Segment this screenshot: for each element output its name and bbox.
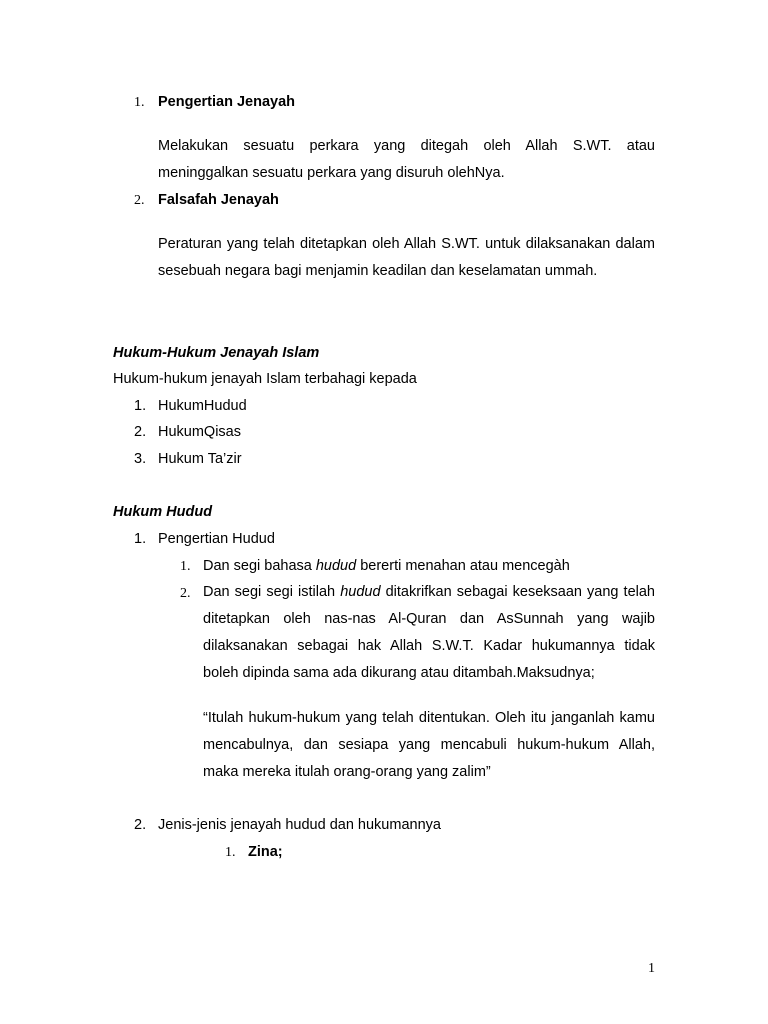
paragraph-pengertian-jenayah: Melakukan sesuatu perkara yang ditegah oleh Allah S.WT. atau meninggalkan sesuatu perkara yang disuruh olehNya. [158, 138, 655, 181]
item-title-falsafah-jenayah: Falsafah Jenayah [158, 192, 279, 208]
list-number: 2. [134, 193, 145, 208]
list-number: 2. [134, 424, 147, 440]
sub-item-segi-bahasa: Dan segi bahasa hudud bererti menahan atau mencegàh [203, 558, 570, 574]
list-number: 1. [134, 398, 147, 414]
list-number: 3. [134, 451, 147, 467]
list-item-hukum-tazir: Hukum Ta’zir [158, 451, 242, 467]
section-heading-hukum-hudud: Hukum Hudud [113, 504, 213, 520]
sub-list-number: 2. [180, 586, 191, 601]
page-number: 1 [648, 961, 655, 976]
sub-list-number: 1. [180, 559, 191, 574]
list-number: 1. [134, 531, 147, 547]
quote-paragraph: “Itulah hukum-hukum yang telah ditentukan. Oleh itu janganlah kamu mencabulnya, dan sesiapa yang mencabuli hukum-hukum Allah, maka mereka itulah orang-orang yang zalim” [203, 710, 655, 780]
sub-list-number: 1. [225, 845, 236, 860]
list-item-hukum-hudud: HukumHudud [158, 398, 247, 414]
section-heading-hukum-jenayah-islam: Hukum-Hukum Jenayah Islam [113, 345, 320, 361]
sub-item-segi-istilah: Dan segi segi istilah hudud ditakrifkan sebagai keseksaan yang telah ditetapkan oleh nas-nas Al-Quran dan AsSunnah yang wajib dilaksanakan sebagai hak Allah S.W.T. Kadar hukumannya tidak boleh dipinda sama ada dikurang atau ditambah.Maksudnya; [203, 584, 655, 681]
item-title-pengertian-jenayah: Pengertian Jenayah [158, 94, 295, 110]
list-number: 1. [134, 95, 145, 110]
list-item-pengertian-hudud: Pengertian Hudud [158, 531, 275, 547]
section-intro: Hukum-hukum jenayah Islam terbahagi kepada [113, 371, 417, 387]
list-number: 2. [134, 817, 147, 833]
list-item-hukum-qisas: HukumQisas [158, 424, 241, 440]
sub-item-zina: Zina; [248, 844, 283, 860]
paragraph-falsafah-jenayah: Peraturan yang telah ditetapkan oleh Allah S.WT. untuk dilaksanakan dalam sesebuah negara bagi menjamin keadilan dan keselamatan ummah. [158, 236, 655, 279]
list-item-jenis-jenayah: Jenis-jenis jenayah hudud dan hukumannya [158, 817, 441, 833]
